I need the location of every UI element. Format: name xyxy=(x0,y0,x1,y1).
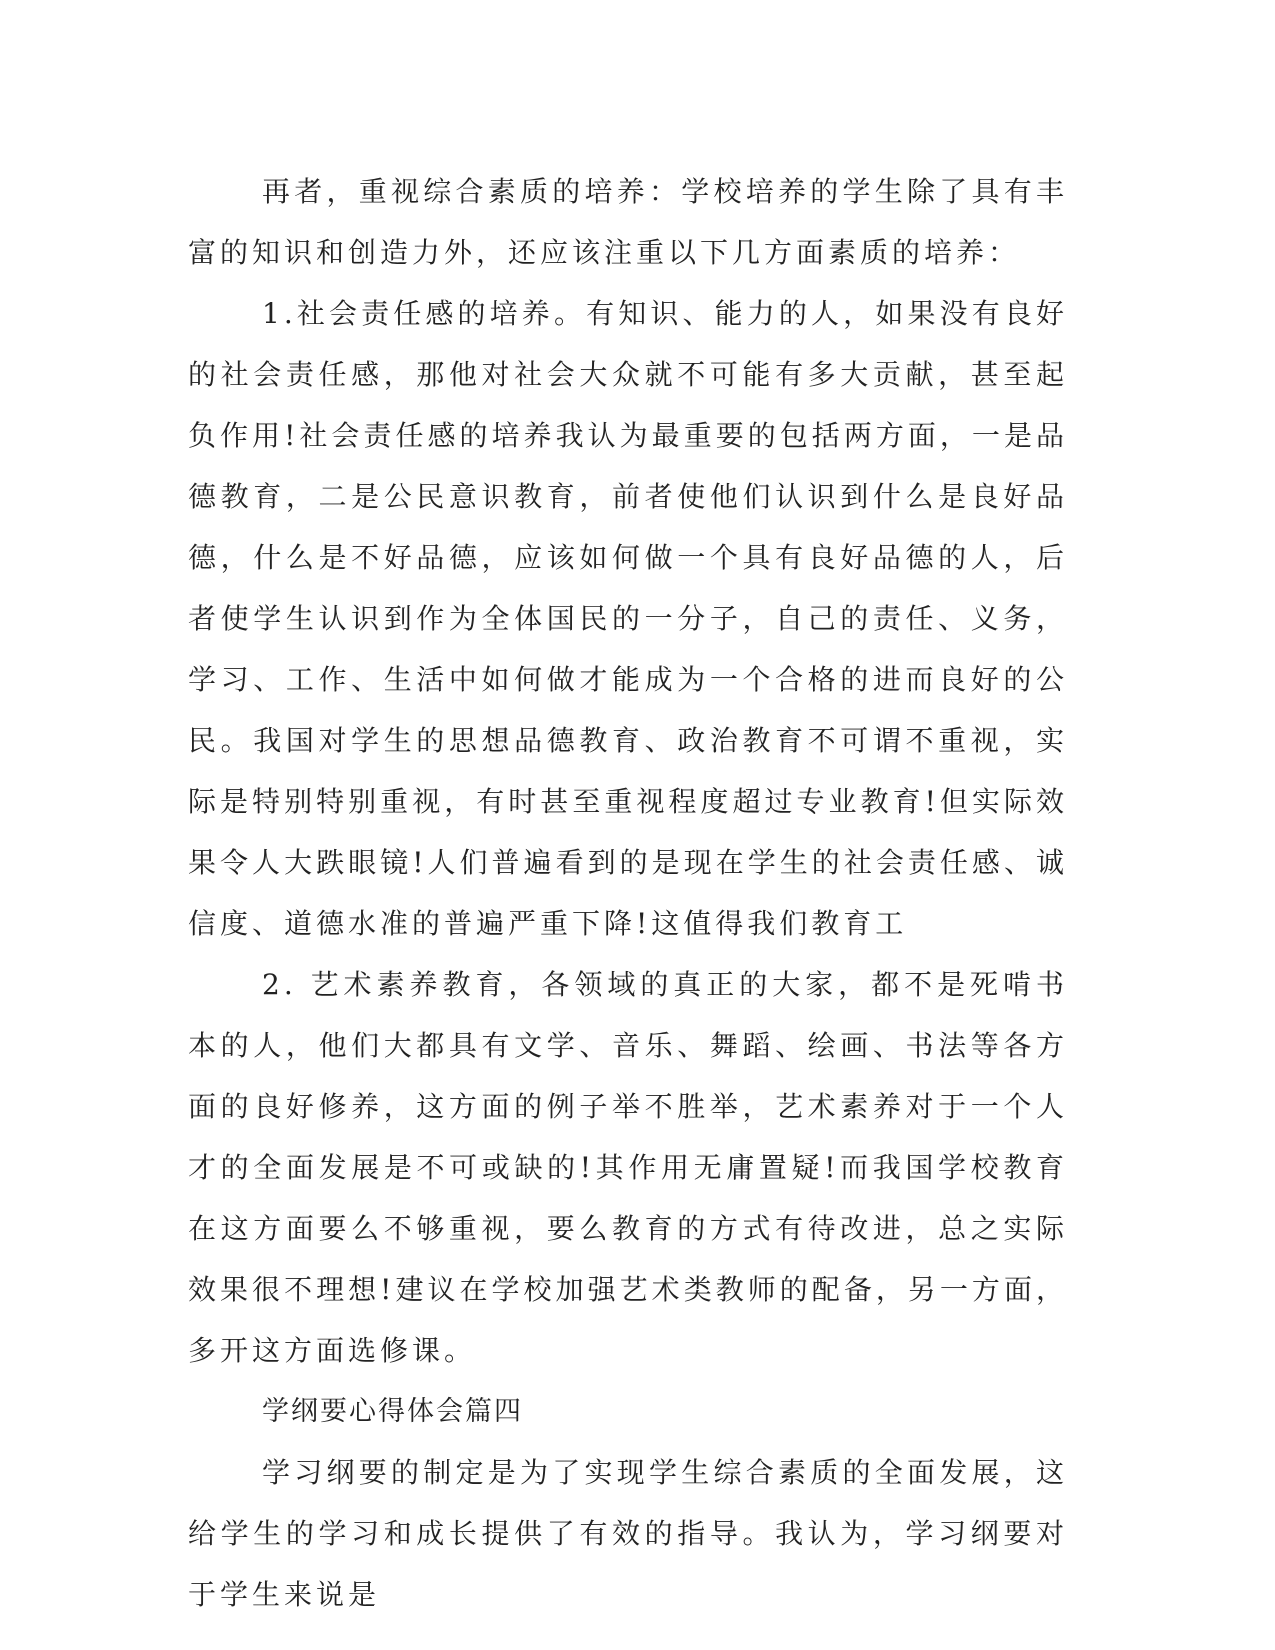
paragraph-art-education: 2. 艺术素养教育，各领域的真正的大家，都不是死啃书本的人，他们大都具有文学、音乐、舞蹈、绘画、书法等各方面的良好修养，这方面的例子举不胜举，艺术素养对于一个人才的全面发展是不可或缺的!其作用无庸置疑!而我国学校教育在这方面要么不够重视，要么教育的方式有待改进，总之实际效果很不理想!建议在学校加强艺术类教师的配备，另一方面，多开这方面选修课。 xyxy=(188,968,1068,1367)
paragraph-intro: 再者，重视综合素质的培养：学校培养的学生除了具有丰富的知识和创造力外，还应该注重以下几方面素质的培养： xyxy=(188,175,1068,269)
paragraph-closing: 学习纲要的制定是为了实现学生综合素质的全面发展，这给学生的学习和成长提供了有效的指导。我认为，学习纲要对于学生来说是 xyxy=(188,1456,1068,1611)
document-body xyxy=(188,161,1068,1625)
section-heading: 学纲要心得体会篇四 xyxy=(262,1396,523,1427)
paragraph-social-responsibility: 1.社会责任感的培养。有知识、能力的人，如果没有良好的社会责任感，那他对社会大众就不可能有多大贡献，甚至起负作用!社会责任感的培养我认为最重要的包括两方面，一是品德教育，二是公民意识教育，前者使他们认识到什么是良好品德，什么是不好品德，应该如何做一个具有良好品德的人，后者使学生认识到作为全体国民的一分子，自己的责任、义务，学习、工作、生活中如何做才能成为一个合格的进而良好的公民。我国对学生的思想品德教育、政治教育不可谓不重视，实际是特别特别重视，有时甚至重视程度超过专业教育!但实际效果令人大跌眼镜!人们普遍看到的是现在学生的社会责任感、诚信度、道德水准的普遍严重下降!这值得我们教育工 xyxy=(188,297,1068,940)
